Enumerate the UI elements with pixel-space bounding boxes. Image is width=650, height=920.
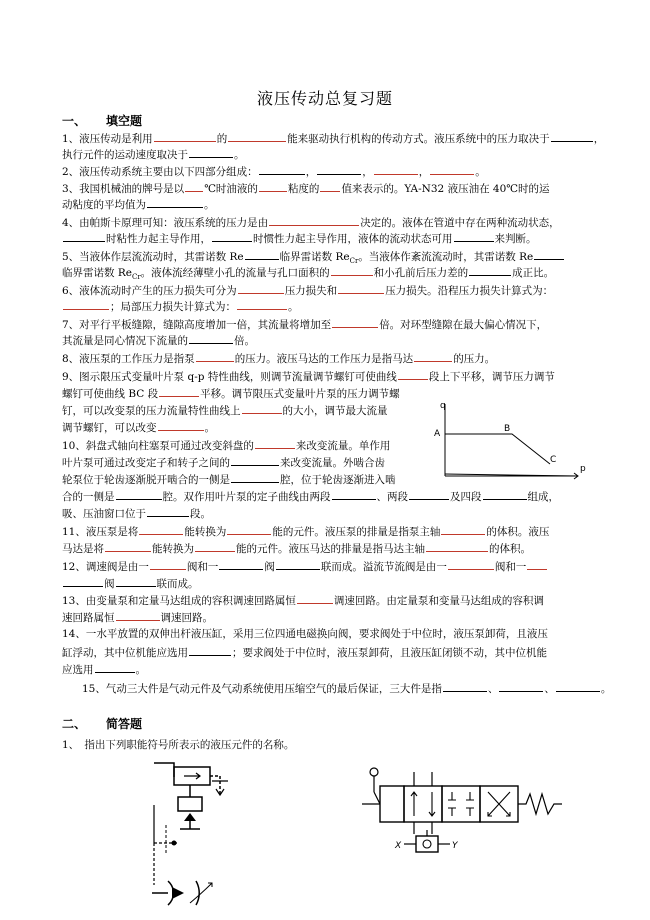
point-label-a: A	[434, 429, 441, 439]
flow-arrow-icon	[184, 773, 200, 779]
section-number: 二、	[62, 717, 87, 731]
question-15: 15、气动三大件是气动元件及气动系统使用压缩空气的最后保证，三大件是指 、 、 。	[82, 680, 611, 696]
question-10: 10、斜盘式轴向柱塞泵可通过改变斜盘的 来改变流量。单作用	[62, 437, 390, 453]
short-answer-1: 1、 指出下列职能符号所表示的液压元件的名称。	[62, 739, 295, 751]
question-7: 7、对平行平板缝隙，缝隙高度增加一倍，其流量将增加至 倍。对环型缝隙在最大偏心情况下，	[62, 316, 547, 332]
check-triangle-icon	[184, 813, 196, 821]
point-label-c: C	[550, 455, 557, 465]
section-heading-2	[62, 715, 142, 732]
section-number: 一、	[62, 114, 87, 128]
spring-icon	[518, 794, 562, 814]
hydraulic-symbol-left	[150, 755, 240, 915]
axis-label-p: p	[580, 464, 586, 474]
question-4-cont: 时粘性力起主导作用， 时惯性力起主导作用，液体的流动状态可用 来判断。	[62, 230, 537, 246]
question-14-cont-2: 应选用 。	[62, 661, 146, 677]
port-label-y: Y	[452, 841, 458, 851]
valve-body-lower	[178, 797, 202, 811]
qp-curve-figure	[428, 398, 588, 483]
pilot-line	[154, 763, 174, 777]
question-5: 5、当液体作层流流动时，其雷诺数 Re 临界雷诺数 $Re_{Cr}$。当液体作紊流流动时，其雷诺数 Re	[62, 248, 565, 268]
question-3: 3、我国机械油的牌号是以 ℃时油液的 粘度的 值来表示的。YA-N32 液压油在 40℃时的运	[62, 180, 550, 196]
motor-outer-arc	[196, 881, 199, 905]
variable-arrow-icon	[190, 883, 212, 903]
valve-spool-left	[404, 786, 442, 822]
question-14-cont-1: 缸浮动，其中位机能应选用 ；要求阀处于中位时，液压泵卸荷，且液压缸闭锁不动，其中位机能	[62, 644, 547, 660]
question-1-cont: 执行元件的运动速度取决于 。	[62, 146, 245, 162]
lever-knob-icon	[370, 768, 378, 776]
question-1: 1、液压传动是利用 的 能来驱动执行机构的传动方式。液压系统中的压力取决于 ，	[62, 130, 604, 146]
parallel-arrows-icon	[411, 792, 435, 816]
cross-arrows-icon	[488, 792, 510, 816]
question-9: 9、图示限压式变量叶片泵 q-p 特性曲线，则调节流量调节螺钉可使曲线 段上下平移，调节压力调节	[62, 368, 555, 384]
detent-box	[380, 786, 404, 822]
page-title: 液压传动总复习题	[256, 89, 393, 108]
axis-label-q: q	[440, 401, 446, 411]
question-11: 11、液压泵是将 能转换为 能的元件。液压泵的排量是指泵主轴 的体积。液压	[62, 523, 549, 539]
shuttle-ball-icon	[423, 840, 431, 848]
question-9-cont-2: 钉，可以改变泵的压力流量特性曲线上 的大小，调节最大流量	[62, 402, 388, 418]
pilot-dashed-line	[154, 843, 178, 885]
point-label-b: B	[504, 424, 511, 434]
question-11-cont: 马达是将 能转换为 能的元件。液压马达的排量是指马达主轴 的体积。	[62, 540, 531, 556]
question-7-cont: 其流量是同心情况下流量的 倍。	[62, 332, 255, 348]
section-title: 填空题	[106, 114, 143, 128]
question-13: 13、由变量泵和定量马达组成的容积调速回路属恒 调速回路。由定量泵和变量马达组成的容积调	[62, 592, 544, 608]
question-4: 4、由帕斯卡原理可知：液压系统的压力是由 决定的。液体在管道中存在两种流动状态，	[62, 214, 560, 230]
hydraulic-symbol-right	[358, 760, 568, 920]
question-8: 8、液压泵的工作压力是指泵 的压力。液压马达的工作压力是指马达 的压力。	[62, 350, 495, 366]
question-10-cont-1: 叶片泵可通过改变定子和转子之间的 来改变流量。外啮合齿	[62, 454, 385, 470]
port-label-x: X	[395, 841, 402, 851]
question-2: 2、液压传动系统主要由以下四部分组成： ， ， ， 。	[62, 163, 486, 179]
valve-spool-center	[442, 786, 480, 822]
question-12-cont: 阀 联而成。	[62, 575, 199, 591]
blocked-ports-icon	[448, 792, 474, 816]
section-heading-1	[62, 112, 142, 129]
question-3-cont: 动粘度的平均值为 。	[62, 196, 215, 212]
motor-triangle-icon	[172, 887, 184, 899]
question-10-cont-3: 合的一侧是 腔。双作用叶片泵的定子曲线由两段 、两段 及四段 组成，	[62, 488, 559, 504]
question-12: 12、调速阀是由一 阀和一 阀 联而成。溢流节流阀是由一 阀和一	[62, 558, 548, 574]
question-14: 14、一水平放置的双伸出杆液压缸，采用三位四通电磁换向阀，要求阀处于中位时，液压泵卸荷，且液压	[62, 628, 548, 640]
shuttle-valve-body	[416, 836, 438, 852]
question-6: 6、液体流动时产生的压力损失可分为 压力损失和 压力损失。沿程压力损失计算式为：	[62, 282, 553, 298]
question-9-cont-3: 调节螺钉，可以改变 。	[62, 419, 215, 435]
question-10-cont-2: 轮泵位于轮齿逐渐脱开啮合的一侧是 腔，位于轮齿逐渐进入啮	[62, 471, 396, 487]
question-6-cont: ；局部压力损失计算式为： 。	[62, 298, 299, 314]
question-13-cont: 速回路属恒 调速回路。	[62, 609, 213, 625]
question-5-cont: 临界雷诺数 $Re_{Cr}$。液体流经薄壁小孔的流量与孔口面积的 和小孔前后压力差的 成正比。	[62, 264, 554, 284]
question-9-cont-1: 螺钉可使曲线 BC 段 平移。调节限压式变量叶片泵的压力调节螺	[62, 385, 400, 401]
section-title: 简答题	[106, 717, 143, 731]
question-10-cont-4: 吸、压油窗口位于 段。	[62, 505, 211, 521]
curve-abc	[445, 434, 550, 464]
